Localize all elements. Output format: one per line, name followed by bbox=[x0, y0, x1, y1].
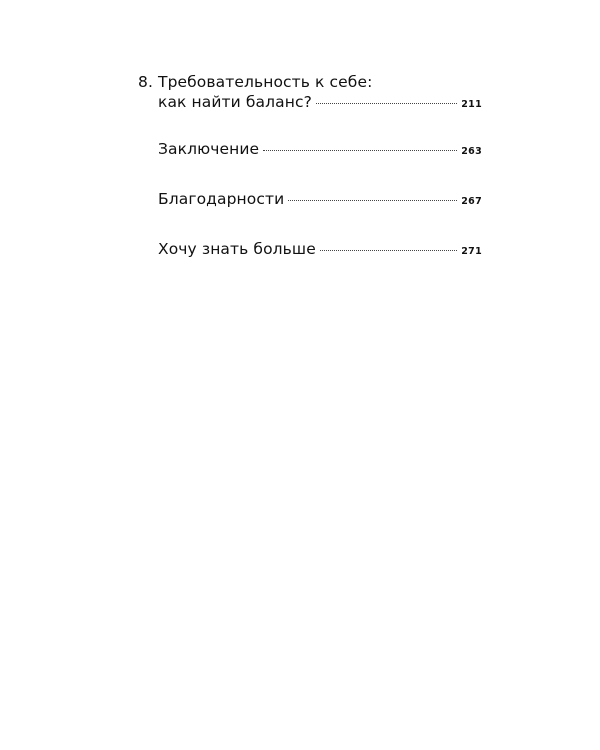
dot-leader bbox=[316, 102, 457, 104]
toc-entry-conclusion[interactable] bbox=[138, 139, 482, 162]
spacer bbox=[138, 212, 482, 239]
toc-entry-title: Благодарности bbox=[158, 190, 285, 208]
toc-entry-chapter-8[interactable] bbox=[138, 72, 482, 115]
toc-entry-line-2 bbox=[158, 92, 482, 115]
toc-entry-acknowledgements[interactable] bbox=[138, 189, 482, 212]
dot-leader bbox=[288, 199, 457, 201]
toc-page-number: 271 bbox=[461, 246, 482, 257]
toc-page-number: 267 bbox=[461, 196, 482, 207]
spacer bbox=[138, 162, 482, 189]
toc-entry-title-continued: как найти баланс? bbox=[158, 93, 312, 111]
toc-entry-title: Хочу знать больше bbox=[158, 240, 316, 258]
toc-entry-number: 8. bbox=[138, 73, 153, 91]
toc-entry-line-1 bbox=[158, 139, 482, 162]
table-of-contents bbox=[138, 72, 482, 262]
toc-entry-line-1 bbox=[158, 239, 482, 262]
toc-entry-body bbox=[158, 72, 482, 115]
toc-entry-line-1 bbox=[158, 189, 482, 212]
dot-leader bbox=[263, 149, 457, 151]
toc-entry-want-to-know-more[interactable] bbox=[138, 239, 482, 262]
toc-entry-title: Заключение bbox=[158, 140, 260, 158]
spacer bbox=[138, 115, 482, 139]
toc-entry-body bbox=[158, 139, 482, 162]
toc-entry-line-1 bbox=[158, 72, 482, 92]
toc-entry-title: Требовательность к себе: bbox=[158, 73, 373, 91]
toc-page-number: 263 bbox=[461, 146, 482, 157]
toc-entry-body bbox=[158, 189, 482, 212]
toc-page-number: 211 bbox=[461, 99, 482, 110]
toc-entry-body bbox=[158, 239, 482, 262]
dot-leader bbox=[320, 249, 457, 251]
